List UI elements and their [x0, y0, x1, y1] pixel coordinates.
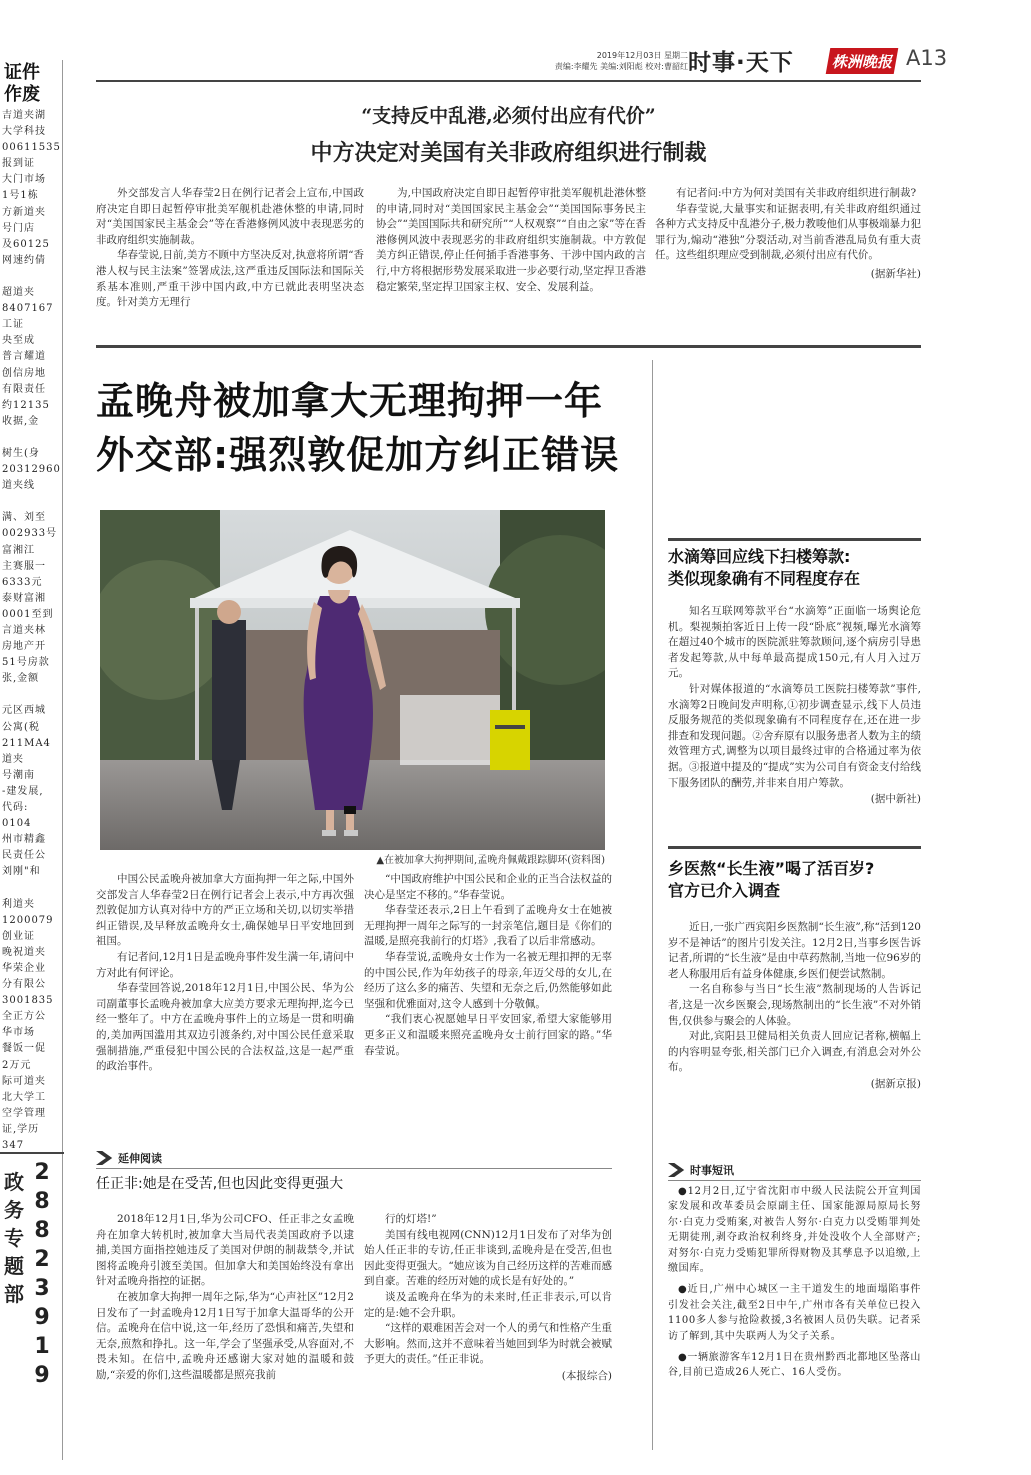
- adjacent-page-ad: [2, 1158, 60, 1398]
- strip-fragment: 树生(身: [2, 447, 40, 459]
- paragraph: 有记者问,12月1日是孟晚舟事件发生满一年,请问中方对此有何评论。: [96, 950, 354, 979]
- strip-fragment: 有限责任: [2, 383, 46, 395]
- strip-fragment: 00611535: [2, 142, 61, 154]
- strip-fragment: 211MA4: [2, 737, 51, 749]
- strip-fragment: 创业证: [2, 930, 35, 942]
- paragraph: 华春莹说,孟晚舟女士作为一名被无理扣押的无辜的中国公民,作为年幼孩子的母亲,年迈父母的女儿,在经历了这么多的痛苦、失望和无奈之后,仍然能够如此坚强和优雅面对,这令人感到十分敬佩。: [364, 950, 612, 1010]
- side1-body: [668, 604, 921, 807]
- strip-fragment: 号潮南: [2, 769, 35, 781]
- paragraph: 有记者问:中方为何对美国有关非政府组织进行制裁?: [676, 187, 917, 199]
- paragraph: 外交部发言人华春莹2日在例行记者会上宣布,中国政府决定自即日起暂停审批美军舰机赴港休整的申请,同时对“美国国家民主基金会”等在香港修例风波中表现恶劣的非政府组织实施制裁。: [96, 187, 364, 246]
- adjacent-page-strip: [0, 62, 68, 1152]
- article1-col3: [655, 186, 921, 282]
- issue-date: 2019年12月03日 星期二: [596, 51, 688, 60]
- article2-headline-line2: 外交部:强烈敦促加方纠正错误: [96, 433, 620, 477]
- article1-kicker: “支持反中乱港,必须付出应有代价”: [361, 105, 656, 127]
- strip-fragment: 网速约倩: [2, 254, 46, 266]
- article2-headline-line1: 孟晚舟被加拿大无理拘押一年: [96, 379, 604, 423]
- strip-fragment: 道夹线: [2, 480, 35, 492]
- strip-fragment: 民责任公: [2, 850, 46, 862]
- strip-fragment: 华荣企业: [2, 962, 46, 974]
- strip-fragment: 号门店: [2, 222, 35, 234]
- news-briefs: [668, 1184, 921, 1381]
- strip-fragment: 0001至到: [2, 608, 54, 620]
- ad-vertical-label: [2, 1168, 26, 1398]
- ad-label-char: 政: [4, 1170, 24, 1194]
- strip-fragment: 主赛服一: [2, 560, 46, 572]
- strip-fragment: 普言耀道: [2, 351, 46, 363]
- ad-phone-digit: 1: [34, 1334, 50, 1359]
- ad-label-char: 部: [4, 1282, 24, 1306]
- strip-fragment: 0104: [2, 818, 32, 830]
- strip-fragment: 公寓(税: [2, 721, 40, 733]
- strip-fragment: 全正方公: [2, 1011, 46, 1023]
- extended-reading-tag: 延伸阅读: [96, 1150, 162, 1166]
- editor-credits: 责编:李耀先 美编:刘阳彪 校对:曹韶红: [554, 62, 688, 71]
- brand-logo: 株洲晚报: [826, 48, 899, 74]
- side1-source: (据中新社): [870, 793, 921, 806]
- strip-fragment: 州市精鑫: [2, 834, 46, 846]
- strip-fragment: [2, 430, 68, 446]
- brief-item: ●近日,广州中心城区一主干道发生的地面塌陷事件引发社会关注,截至2日中午,广州市各有关单位已投入1100多人参与抢险救援,3名被困人员仍失联。记者采访了解到,其中失联两人为父子关系。: [668, 1284, 921, 1342]
- strip-fragment: 际可道夹: [2, 1075, 46, 1087]
- strip-fragment: 大学科技: [2, 126, 46, 138]
- strip-fragment: 证,学历: [2, 1123, 40, 1135]
- paragraph: 谈及孟晚舟在华为的未来时,任正非表示,可以肯定的是:她不会升职。: [364, 1290, 612, 1319]
- strip-fragment: 央至成: [2, 335, 35, 347]
- strip-fragment: 晚祝道夹: [2, 946, 46, 958]
- photo-caption: ▲在被加拿大拘押期间,孟晚舟佩戴跟踪脚环(资料图): [376, 855, 605, 866]
- chevron-right-icon: [668, 1163, 686, 1177]
- strip-fragment: 6333元: [2, 576, 43, 588]
- article1-source: (据新华社): [870, 267, 921, 280]
- side2-body: [668, 920, 921, 1092]
- strip-fragment: 工证: [2, 319, 24, 331]
- strip-fragment: 分有限公: [2, 979, 46, 991]
- paragraph: 一名自称参与当日“长生液”熬制现场的人告诉记者,这是一次乡医聚会,现场熬制出的“长生液”不对外销售,仅供参与聚会的人体验。: [668, 983, 921, 1027]
- strip-fragment: [2, 494, 68, 510]
- ad-label-char: 务: [4, 1198, 24, 1222]
- strip-fragment: 满、刘至: [2, 512, 46, 524]
- strip-fragment: 道夹: [2, 753, 24, 765]
- strip-fragment: 张,金额: [2, 673, 40, 685]
- ad-phone-digit: 2: [34, 1247, 50, 1272]
- paragraph: 中国公民孟晚舟被加拿大方面拘押一年之际,中国外交部发言人华春莹2日在例行记者会上表示,中方再次强烈敦促加方认真对待中方的严正立场和关切,以切实举措纠正错误,及早释放孟晚舟女士,确保她早日平安地回到祖国。: [96, 873, 354, 948]
- paragraph: 行的灯塔!”: [385, 1213, 437, 1225]
- strip-fragment: 北大学工: [2, 1091, 46, 1103]
- ad-phone-digit: 8: [34, 1189, 50, 1214]
- article1-headline: 中方决定对美国有关非政府组织进行制裁: [310, 140, 707, 166]
- paragraph: 为,中国政府决定自即日起暂停审批美军舰机赴港休整的申请,同时对“美国国家民主基金会”“美国国际事务民主协会”“美国国际共和研究所”“人权观察”“自由之家”等在香港修例风波中表现恶劣的非政府组织实施制裁。中方敦促美方纠正错误,停止任何插手香港事务、干涉中国内政的言行,中方将根据形势发展采取进一步必要行动,坚定捍卫香港稳定繁荣,坚定捍卫国家主权、安全、发展利益。: [376, 187, 646, 293]
- strip-fragment: 51号房款: [2, 657, 50, 669]
- ad-phone-digits: [28, 1158, 56, 1398]
- paragraph: “我们衷心祝愿她早日平安回家,希望大家能够用更多正义和温暖来照亮孟晚舟女士前行回家的路。”华春莹说。: [364, 1013, 612, 1057]
- article2-col2: [364, 872, 612, 1059]
- paragraph: 华春莹说,日前,美方不顾中方坚决反对,执意将所谓“香港人权与民主法案”签署成法,这严重违反国际法和国际关系基本准则,严重干涉中国内政,中方已就此表明坚决态度。针对美方无理行: [96, 249, 364, 309]
- strip-fragment: 约12135: [2, 399, 50, 411]
- strip-fragment: 超道夹: [2, 287, 35, 299]
- paragraph: “中国政府维护中国公民和企业的正当合法权益的决心是坚定不移的。”华春莹说。: [364, 873, 612, 901]
- strip-fragment: 002933号: [2, 528, 58, 540]
- extended-col1: [96, 1212, 354, 1384]
- paragraph: 华春莹回答说,2018年12月1日,中国公民、华为公司副董事长孟晚舟被加拿大应美方要求无理拘押,迄今已经一整年了。中方在孟晚舟事件上的立场是一贯和明确的,美加两国滥用其双边引渡条约,对中国公民任意采取强制措施,严重侵犯中国公民的合法权益,这是一起严重的政治事件。: [96, 982, 354, 1073]
- paragraph: 华春莹说,大量事实和证据表明,有关非政府组织通过各种方式支持反中乱港分子,极力教唆他们从事极端暴力犯罪行为,煽动“港独”分裂活动,对当前香港乱局负有重大责任。这些组织理应受到制裁,必须付出应有代价。: [655, 202, 921, 262]
- strip-fragment: 1号1栋: [2, 190, 39, 202]
- paragraph: 美国有线电视网(CNN)12月1日发布了对华为创始人任正非的专访,任正非谈到,孟晚舟是在受苦,但也因此变得更强大。“她应该为自己经历这样的苦难而感到自豪。苦难的经历对她的成长是有好处的。”: [364, 1228, 612, 1288]
- strip-fragment: 吉道夹湖: [2, 110, 46, 121]
- strip-fragment: 收据,金: [2, 415, 40, 427]
- strip-fragment: 1200079: [2, 914, 54, 926]
- masthead-meta: [540, 50, 688, 72]
- strip-fragment: 8407167: [2, 303, 54, 315]
- strip-fragment: 空学管理: [2, 1107, 46, 1119]
- strip-fragment: 刘刚"和: [2, 866, 41, 878]
- strip-fragment: 言道夹林: [2, 625, 46, 636]
- strip-fragment: [2, 881, 68, 897]
- strip-fragment: 报到证: [2, 158, 35, 170]
- strip-fragment: 餐饭一促: [2, 1043, 46, 1055]
- side2-headline: 乡医熬“长生液”喝了活百岁? 官方已介入调查: [668, 859, 875, 900]
- strip-fragment: 富湘江: [2, 544, 35, 556]
- ad-phone-digit: 8: [34, 1218, 50, 1243]
- paragraph: “这样的艰难困苦会对一个人的勇气和性格产生重大影响。然而,这并不意味着当她回到华为时就会被赋予更大的责任。”任正非说。: [364, 1322, 612, 1366]
- strip-fragment: 华市场: [2, 1027, 35, 1039]
- ad-phone-digit: 3: [34, 1276, 50, 1301]
- paragraph: 对此,宾阳县卫健局相关负责人回应记者称,横幅上的内容明显夸张,相关部门已介入调查,有消息会对外公布。: [668, 1030, 921, 1074]
- strip-fragment: 元区西城: [2, 705, 46, 717]
- extended-col2: [364, 1212, 612, 1384]
- strip-fragment: 利道夹: [2, 898, 35, 910]
- side2-source: (据新京报): [870, 1077, 921, 1090]
- section-name: 时事·天下: [688, 50, 794, 76]
- strip-heading: 证件 作废: [4, 62, 40, 105]
- paragraph: 近日,一张广西宾阳乡医熬制“长生液”,称“活到120岁不是神话”的图片引发关注。12月2日,当事乡医告诉记者,所谓的“长生液”是由中草药熬制,当地一位96岁的老人称服用后有益身体健康,乡医们便尝试熬制。: [668, 921, 921, 980]
- strip-fragment: [2, 269, 68, 285]
- strip-fragment: [2, 687, 68, 703]
- paragraph: 针对媒体报道的“水滴筹员工医院扫楼筹款”事件,水滴筹2日晚间发声明称,①初步调查显示,线下人员违反服务规范的类似现象确有不同程度存在,还在进一步排查和发现问题。②舍弃原有以服务患者人数为主的绩效管理方式,调整为以项目最终过审的合格通过率为依据。③报道中提及的“提成”实为公司自有资金支付给线下服务团队的酬劳,并非来自用户筹款。: [668, 682, 921, 789]
- strip-fragment: 方新道夹: [2, 206, 46, 218]
- strip-fragment: 2万元: [2, 1059, 32, 1071]
- strip-fragment: 大门市场: [2, 174, 46, 186]
- brief-item: ●12月2日,辽宁省沈阳市中级人民法院公开宣判国家发展和改革委员会原副主任、国家能源局原局长努尔·白克力受贿案,对被告人努尔·白克力以受贿罪判处无期徒刑,剥夺政治权利终身,并处没收个人全部财产;对努尔·白克力受贿犯罪所得财物及其孳息予以追缴,上缴国库。: [668, 1186, 921, 1275]
- strip-fragment: -建发展,: [2, 785, 44, 797]
- extended-source: (本报综合): [561, 1369, 612, 1382]
- article2-photo: [100, 510, 605, 850]
- strip-fragment: 房地产开: [2, 641, 46, 653]
- ad-phone-digit: 2: [34, 1160, 50, 1185]
- ad-label-char: 题: [4, 1254, 24, 1278]
- strip-fragment: 3001835: [2, 995, 54, 1007]
- strip-fragment: 347: [2, 1140, 25, 1151]
- brief-item: ●一辆旅游客车12月1日在贵州黔西北都地区坠落山谷,目前已造成26人死亡、16人受伤。: [668, 1352, 921, 1379]
- ad-label-char: 专: [4, 1226, 24, 1250]
- article1-col1: [96, 186, 364, 311]
- page-number: A13: [906, 46, 948, 70]
- paragraph: 2018年12月1日,华为公司CFO、任正非之女孟晚舟在加拿大转机时,被加拿大当局代表美国政府予以逮捕,美国方面指控她违反了美国对伊朗的制裁禁令,并试图将孟晚舟引渡至美国。但加拿大和美国始终没有拿出针对孟晚舟指控的证据。: [96, 1213, 354, 1288]
- strip-fragment: 创信房地: [2, 367, 46, 379]
- strip-text-fragments: [0, 108, 68, 1152]
- strip-fragment: 及60125: [2, 238, 50, 250]
- ad-phone-digit: 9: [34, 1305, 50, 1330]
- side1-headline: 水滴筹回应线下扫楼筹款: 类似现象确有不同程度存在: [668, 547, 861, 588]
- paragraph: 在被加拿大拘押一周年之际,华为“心声社区”12月2日发布了一封孟晚舟12月1日写于加拿大温哥华的公开信。孟晚舟在信中说,这一年,经历了恐惧和痛苦,失望和无奈,煎熬和挣扎。这一年,学会了坚强承受,从容面对,不畏未知。在信中,孟晚舟还感谢大家对她的温暖和鼓励,“亲爱的你们,这些温暖都是照亮我前: [96, 1290, 354, 1381]
- strip-fragment: 泰财富湘: [2, 592, 46, 604]
- strip-fragment: 20312960: [2, 464, 61, 476]
- strip-fragment: 代码:: [2, 802, 29, 814]
- extended-reading-headline: 任正非:她是在受苦,但也因此变得更强大: [96, 1176, 344, 1192]
- paragraph: 知名互联网筹款平台“水滴筹”正面临一场舆论危机。梨视频拍客近日上传一段“卧底”视频,曝光水滴筹在超过40个城市的医院派驻筹款顾问,逐个病房引导患者发起筹款,从中每单最高提成150元,有人月入过万元。: [668, 605, 921, 680]
- article2-col1: [96, 872, 354, 1075]
- chevron-right-icon: [96, 1151, 114, 1165]
- article1-col2: [376, 186, 646, 295]
- news-briefs-tag: 时事短讯: [668, 1162, 734, 1178]
- ad-phone-digit: 9: [34, 1363, 50, 1388]
- paragraph: 华春莹还表示,2日上午看到了孟晚舟女士在她被无理拘押一周年之际写的一封亲笔信,题目是《你们的温暖,是照亮我前行的灯塔》,我看了以后非常感动。: [364, 904, 612, 948]
